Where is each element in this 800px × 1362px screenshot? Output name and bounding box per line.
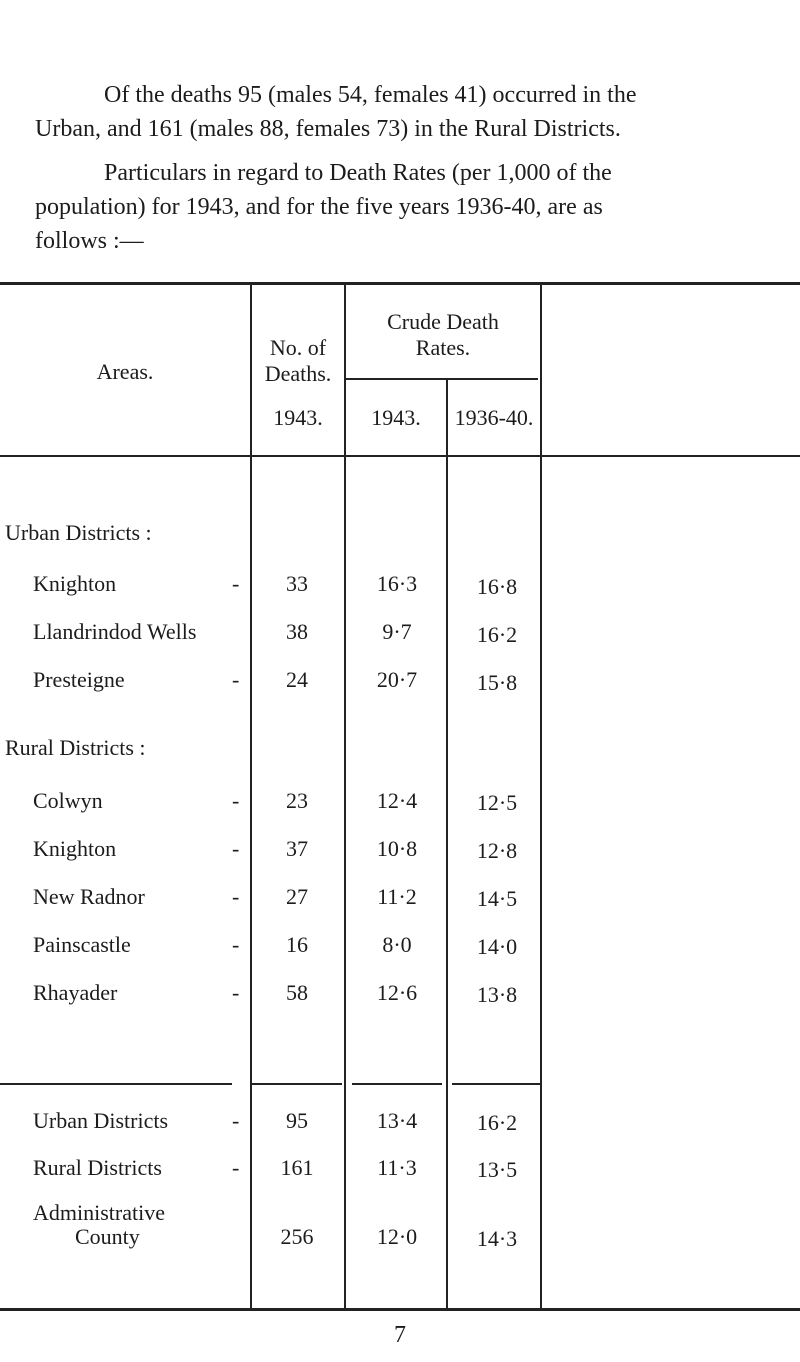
row-dash: -	[232, 1155, 240, 1180]
row-rate-1943: 9·7	[382, 619, 412, 644]
row-area: New Radnor	[33, 884, 145, 909]
crude-header-rule	[346, 378, 538, 380]
intro-line-1: Of the deaths 95 (males 54, females 41) occurred in the	[104, 82, 637, 108]
row-deaths: 58	[286, 980, 308, 1005]
row-dash: -	[232, 788, 240, 813]
row-deaths: 27	[286, 884, 308, 909]
row-rate-1936-40: 14·0	[476, 934, 518, 959]
row-area: Rural Districts	[33, 1155, 162, 1180]
urban-districts-heading: Urban Districts :	[5, 520, 152, 545]
header-deaths-line1: No. of	[269, 335, 327, 360]
row-area: Presteigne	[33, 667, 125, 692]
row-deaths: 33	[286, 571, 308, 596]
row-rate-1936-40: 12·8	[476, 838, 518, 863]
totals-rule-rate2	[452, 1083, 540, 1085]
row-dash: -	[232, 667, 240, 692]
header-crude-year-1943: 1943.	[371, 405, 421, 430]
row-rate-1943: 12·6	[376, 980, 418, 1005]
intro-line-2: Urban, and 161 (males 88, females 73) in the Rural Districts.	[35, 116, 621, 142]
row-area: Knighton	[33, 836, 117, 861]
header-crude-line1: Crude Death	[387, 309, 499, 334]
row-dash: -	[232, 932, 240, 957]
row-deaths: 23	[286, 788, 308, 813]
row-dash: -	[232, 1108, 240, 1133]
row-area-line1: Administrative	[33, 1200, 165, 1225]
header-deaths-year: 1943.	[273, 405, 323, 430]
header-bottom-rule	[0, 455, 800, 457]
row-dash: -	[232, 571, 240, 596]
row-dash: -	[232, 884, 240, 909]
table-top-rule	[0, 282, 800, 285]
intro-line-3: Particulars in regard to Death Rates (per 1,000 of the	[104, 160, 612, 186]
row-area: Rhayader	[33, 980, 118, 1005]
row-rate-1943: 20·7	[376, 667, 418, 692]
row-rate-1936-40: 16·8	[476, 574, 518, 599]
header-crude-line2: Rates.	[415, 335, 471, 360]
row-rate-1936-40: 16·2	[476, 1110, 518, 1135]
row-rate-1936-40: 14·3	[476, 1226, 518, 1251]
row-rate-1936-40: 14·5	[476, 886, 518, 911]
row-area: Knighton	[33, 571, 117, 596]
row-rate-1943: 11·2	[377, 884, 417, 909]
column-rule-2	[344, 283, 346, 1309]
table-bottom-rule	[0, 1308, 800, 1311]
row-area: Urban Districts	[33, 1108, 169, 1133]
row-area: Llandrindod Wells	[33, 619, 197, 644]
row-rate-1936-40: 12·5	[476, 790, 518, 815]
row-dash: -	[232, 980, 240, 1005]
row-deaths: 256	[280, 1224, 314, 1249]
row-dash: -	[232, 836, 240, 861]
row-deaths: 95	[286, 1108, 308, 1133]
row-area: Painscastle	[33, 932, 131, 957]
page-number: 7	[394, 1322, 406, 1348]
row-deaths: 161	[280, 1155, 314, 1180]
row-rate-1943: 11·3	[377, 1155, 417, 1180]
header-crude-year-1936-40: 1936-40.	[454, 405, 534, 430]
intro-line-4: population) for 1943, and for the five years 1936-40, are as	[35, 194, 603, 220]
row-area-line2: County	[75, 1224, 140, 1249]
header-deaths-line2: Deaths.	[264, 361, 332, 386]
row-deaths: 24	[286, 667, 308, 692]
row-rate-1943: 12·4	[376, 788, 418, 813]
row-rate-1936-40: 16·2	[476, 622, 518, 647]
row-rate-1936-40: 13·8	[476, 982, 518, 1007]
row-deaths: 38	[286, 619, 308, 644]
row-rate-1943: 13·4	[376, 1108, 418, 1133]
row-deaths: 37	[286, 836, 308, 861]
row-rate-1943: 10·8	[376, 836, 418, 861]
intro-line-5: follows :—	[35, 228, 144, 254]
row-deaths: 16	[286, 932, 308, 957]
row-rate-1936-40: 13·5	[476, 1157, 518, 1182]
totals-rule-deaths	[252, 1083, 342, 1085]
row-rate-1943: 8·0	[382, 932, 412, 957]
totals-rule	[0, 1083, 232, 1085]
totals-rule-rate1	[352, 1083, 442, 1085]
row-area: Colwyn	[33, 788, 103, 813]
row-rate-1943: 12·0	[376, 1224, 418, 1249]
row-rate-1936-40: 15·8	[476, 670, 518, 695]
column-rule-3	[446, 378, 448, 1309]
header-areas: Areas.	[96, 359, 154, 384]
rural-districts-heading: Rural Districts :	[5, 735, 146, 760]
row-rate-1943: 16·3	[376, 571, 418, 596]
